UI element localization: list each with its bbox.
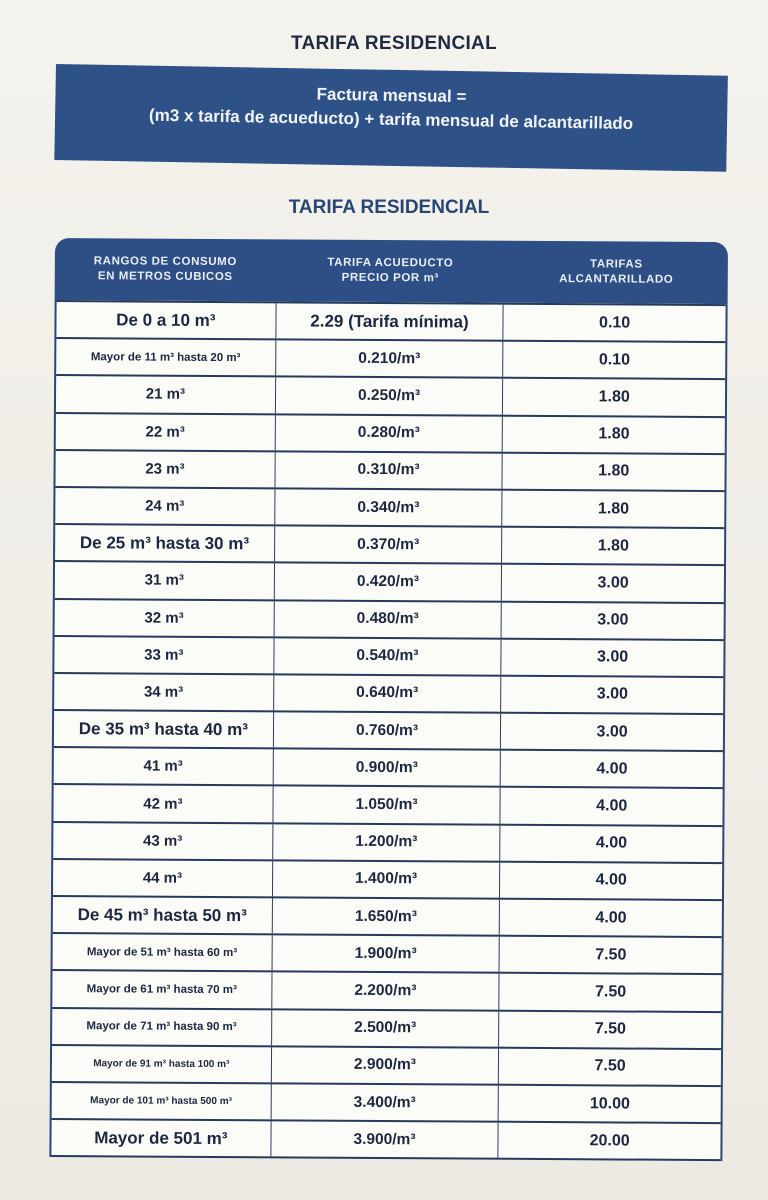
cell-water-rate: 3.400/m³ xyxy=(271,1084,499,1121)
table-row xyxy=(53,934,722,975)
cell-sewer-rate: 4.00 xyxy=(596,797,628,815)
cell-sewer-rate: 1.80 xyxy=(597,499,630,518)
cell-range: Mayor de 61 m³ hasta 70 m³ xyxy=(52,971,272,1008)
cell-range: 22 m³ xyxy=(56,414,276,451)
cell-sewer-rate: 1.80 xyxy=(597,537,629,555)
cell-sewer-rate: 7.50 xyxy=(595,946,627,964)
cell-range: Mayor de 71 m³ hasta 90 m³ xyxy=(52,1009,272,1046)
cell-range: 33 m³ xyxy=(54,637,274,674)
page-title: TARIFA RESIDENCIAL xyxy=(291,33,497,54)
cell-range: 32 m³ xyxy=(55,600,275,637)
cell-range: 23 m³ xyxy=(55,451,275,488)
table-title: TARIFA RESIDENCIAL xyxy=(288,197,490,218)
cell-sewer-rate: 3.00 xyxy=(596,648,629,666)
cell-range: Mayor de 91 m³ hasta 100 m³ xyxy=(52,1046,272,1083)
table-row xyxy=(52,971,721,1012)
cell-sewer-rate: 7.50 xyxy=(594,983,627,1001)
table-row xyxy=(56,414,725,455)
table-row xyxy=(53,823,722,864)
cell-sewer-rate: 4.00 xyxy=(595,908,627,927)
cell-sewer-rate: 0.10 xyxy=(598,351,631,369)
cell-range: 31 m³ xyxy=(55,562,275,599)
cell-water-rate: 3.900/m³ xyxy=(271,1121,499,1158)
cell-range: 24 m³ xyxy=(55,488,275,525)
table-row xyxy=(56,376,725,417)
cell-sewer-rate: 10.00 xyxy=(589,1094,630,1113)
cell-water-rate: 2.900/m³ xyxy=(272,1047,500,1084)
table-row xyxy=(55,451,724,492)
cell-water-rate: 0.420/m³ xyxy=(274,564,502,601)
cell-sewer-rate: 3.00 xyxy=(597,611,629,629)
table-row xyxy=(52,1046,721,1087)
formula-line-1: Factura mensual = xyxy=(316,84,467,107)
cell-range: 34 m³ xyxy=(54,674,274,711)
cell-range: 41 m³ xyxy=(54,748,274,785)
cell-water-rate: 0.760/m³ xyxy=(274,712,502,749)
table-header xyxy=(55,238,728,304)
cell-water-rate: 1.050/m³ xyxy=(273,787,501,824)
cell-water-rate: 1.650/m³ xyxy=(272,898,500,935)
table-row xyxy=(52,1083,721,1124)
cell-water-rate: 0.900/m³ xyxy=(273,750,501,787)
cell-sewer-rate: 3.00 xyxy=(596,722,628,741)
cell-sewer-rate: 3.00 xyxy=(597,574,629,592)
cell-water-rate: 0.250/m³ xyxy=(276,378,504,415)
cell-sewer-rate: 4.00 xyxy=(595,871,627,889)
cell-water-rate: 0.480/m³ xyxy=(274,601,502,638)
cell-water-rate: 2.29 (Tarifa mínima) xyxy=(276,303,504,340)
table-row xyxy=(53,785,722,826)
cell-water-rate: 0.540/m³ xyxy=(274,638,502,675)
cell-range: De 0 a 10 m³ xyxy=(56,302,276,339)
cell-range: 43 m³ xyxy=(53,823,273,860)
cell-water-rate: 1.200/m³ xyxy=(273,824,501,861)
cell-range: Mayor de 101 m³ hasta 500 m³ xyxy=(52,1083,272,1120)
tariff-table xyxy=(49,238,728,1161)
table-row xyxy=(56,300,725,343)
cell-sewer-rate: 3.00 xyxy=(596,685,629,703)
cell-sewer-rate: 0.10 xyxy=(599,313,631,332)
formula-line-2: (m3 x tarifa de acueducto) + tarifa mensual de alcantarillado xyxy=(148,105,634,134)
table-body xyxy=(49,300,727,1161)
cell-range: 42 m³ xyxy=(53,785,273,822)
cell-sewer-rate: 1.80 xyxy=(598,388,630,406)
cell-sewer-rate: 7.50 xyxy=(594,1057,626,1075)
cell-range: Mayor de 51 m³ hasta 60 m³ xyxy=(53,934,273,971)
cell-sewer-rate: 1.80 xyxy=(598,462,630,480)
cell-range: 21 m³ xyxy=(56,376,276,413)
table-row xyxy=(56,339,725,380)
cell-range: De 25 m³ hasta 30 m³ xyxy=(55,525,275,562)
cell-water-rate: 1.900/m³ xyxy=(272,936,500,973)
table-row xyxy=(53,860,722,901)
table-row xyxy=(52,1009,721,1050)
cell-water-rate: 2.200/m³ xyxy=(272,973,500,1010)
table-row xyxy=(54,637,723,678)
table-row xyxy=(53,897,722,938)
cell-range: Mayor de 11 m³ hasta 20 m³ xyxy=(56,339,276,376)
cell-water-rate: 0.640/m³ xyxy=(274,675,502,712)
table-row xyxy=(54,711,723,752)
column-header-range: RANGOS DE CONSUMO EN METROS CUBICOS xyxy=(93,255,237,284)
cell-sewer-rate: 4.00 xyxy=(596,760,628,778)
cell-water-rate: 0.280/m³ xyxy=(275,415,503,452)
cell-range: De 45 m³ hasta 50 m³ xyxy=(53,897,273,934)
table-row xyxy=(55,488,724,529)
cell-sewer-rate: 1.80 xyxy=(598,425,630,443)
cell-water-rate: 0.370/m³ xyxy=(275,526,503,563)
cell-range: 44 m³ xyxy=(53,860,273,897)
cell-water-rate: 0.210/m³ xyxy=(276,341,504,378)
cell-range: De 35 m³ hasta 40 m³ xyxy=(54,711,274,748)
column-header-water-rate: TARIFA ACUEDUCTO PRECIO POR m³ xyxy=(327,256,454,285)
table-row xyxy=(54,674,723,715)
table-row xyxy=(51,1120,720,1161)
table-row xyxy=(55,525,724,566)
cell-water-rate: 0.340/m³ xyxy=(275,489,503,526)
column-header-sewer-rate: TARIFAS ALCANTARILLADO xyxy=(559,258,674,286)
formula-banner xyxy=(54,64,728,172)
cell-sewer-rate: 4.00 xyxy=(595,834,628,852)
table-row xyxy=(55,600,724,641)
table-row xyxy=(54,748,723,789)
cell-sewer-rate: 20.00 xyxy=(589,1132,630,1150)
cell-sewer-rate: 7.50 xyxy=(594,1020,626,1038)
cell-water-rate: 2.500/m³ xyxy=(272,1010,500,1047)
table-row xyxy=(55,562,724,603)
cell-water-rate: 1.400/m³ xyxy=(273,861,501,898)
cell-range: Mayor de 501 m³ xyxy=(51,1120,271,1157)
cell-water-rate: 0.310/m³ xyxy=(275,452,503,489)
